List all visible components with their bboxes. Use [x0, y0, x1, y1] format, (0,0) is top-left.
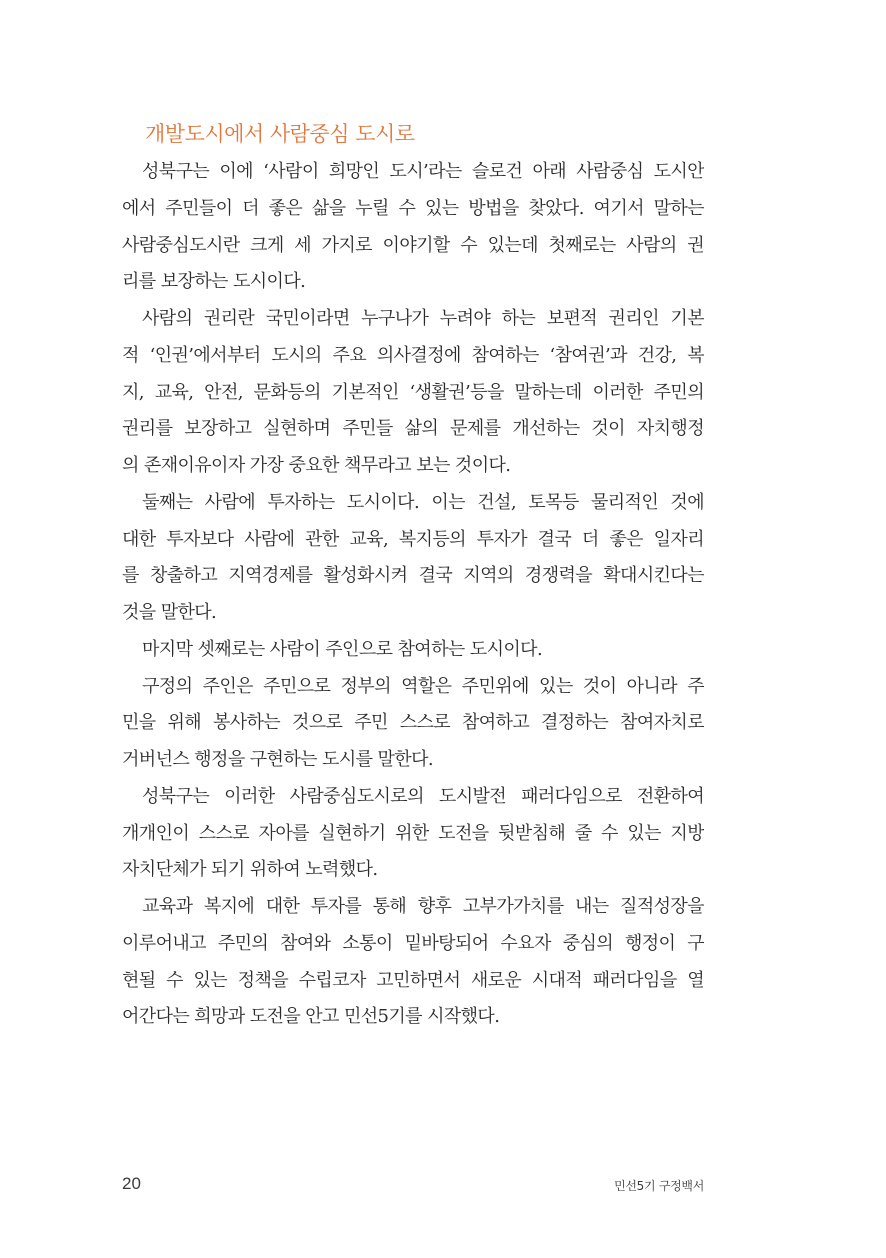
- paragraph: [122, 779, 704, 889]
- text-line: 대한 투자보다 사람에 관한 교육, 복지등의 투자가 결국 더 좋은 일자리: [122, 528, 704, 550]
- text-line: 지, 교육, 안전, 문화등의 기본적인 ‘생활권’등을 말하는데 이러한 주민의: [122, 381, 704, 403]
- text-line: 둘째는 사람에 투자하는 도시이다. 이는 건설, 토목등 물리적인 것에: [142, 491, 704, 513]
- paragraph: [122, 669, 704, 779]
- text-line: 권리를 보장하고 실현하며 주민들 삶의 문제를 개선하는 것이 자치행정: [122, 418, 704, 440]
- paragraph: [122, 301, 704, 485]
- text-line: 것을 말한다.: [122, 602, 217, 623]
- text-line: 이루어내고 주민의 참여와 소통이 밑바탕되어 수요자 중심의 행정이 구: [122, 932, 704, 954]
- text-line: 구정의 주인은 주민으로 정부의 역할은 주민위에 있는 것이 아니라 주: [142, 675, 704, 697]
- text-line: 에서 주민들이 더 좋은 삶을 누릴 수 있는 방법을 찾았다. 여기서 말하는: [122, 197, 704, 219]
- text-line: 현될 수 있는 정책을 수립코자 고민하면서 새로운 시대적 패러다임을 열: [122, 969, 704, 991]
- text-line: 어간다는 희망과 도전을 안고 민선5기를 시작했다.: [122, 1006, 500, 1028]
- text-line: 교육과 복지에 대한 투자를 통해 향후 고부가가치를 내는 질적성장을: [142, 896, 704, 917]
- text-line: 적 ‘인권’에서부터 도시의 주요 의사결정에 참여하는 ‘참여권’과 건강, 복: [122, 344, 704, 366]
- text-line: 성북구는 이러한 사람중심도시로의 도시발전 패러다임으로 전환하여: [142, 785, 704, 807]
- paragraph: [122, 632, 704, 669]
- text-line: 민을 위해 봉사하는 것으로 주민 스스로 참여하고 결정하는 참여자치로: [122, 712, 704, 734]
- text-line: 리를 보장하는 도시이다.: [122, 271, 306, 293]
- text-line: 의 존재이유이자 가장 중요한 책무라고 보는 것이다.: [122, 455, 511, 476]
- section-heading: 개발도시에서 사람중심 도시로: [145, 122, 415, 146]
- paragraph: [122, 485, 704, 632]
- text-line: 성북구는 이에 ‘사람이 희망인 도시’라는 슬로건 아래 사람중심 도시안: [142, 161, 704, 182]
- text-line: 거버넌스 행정을 구현하는 도시를 말한다.: [122, 749, 434, 770]
- text-line: 사람의 권리란 국민이라면 누구나가 누려야 하는 보편적 권리인 기본: [142, 308, 704, 329]
- paragraph: [122, 889, 704, 1036]
- text-line: 사람중심도시란 크게 세 가지로 이야기할 수 있는데 첫째로는 사람의 권: [122, 234, 704, 256]
- text-line: 마지막 셋째로는 사람이 주인으로 참여하는 도시이다.: [142, 638, 543, 660]
- text-line: 를 창출하고 지역경제를 활성화시켜 결국 지역의 경쟁력을 확대시킨다는: [122, 565, 704, 587]
- body-text: [122, 154, 704, 1036]
- book-title: 민선5기 구정백서: [614, 1179, 704, 1193]
- paragraph: [122, 154, 704, 301]
- page-number: 20: [122, 1174, 141, 1193]
- text-line: 자치단체가 되기 위하여 노력했다.: [122, 859, 378, 881]
- text-line: 개개인이 스스로 자아를 실현하기 위한 도전을 뒷받침해 줄 수 있는 지방: [122, 822, 704, 844]
